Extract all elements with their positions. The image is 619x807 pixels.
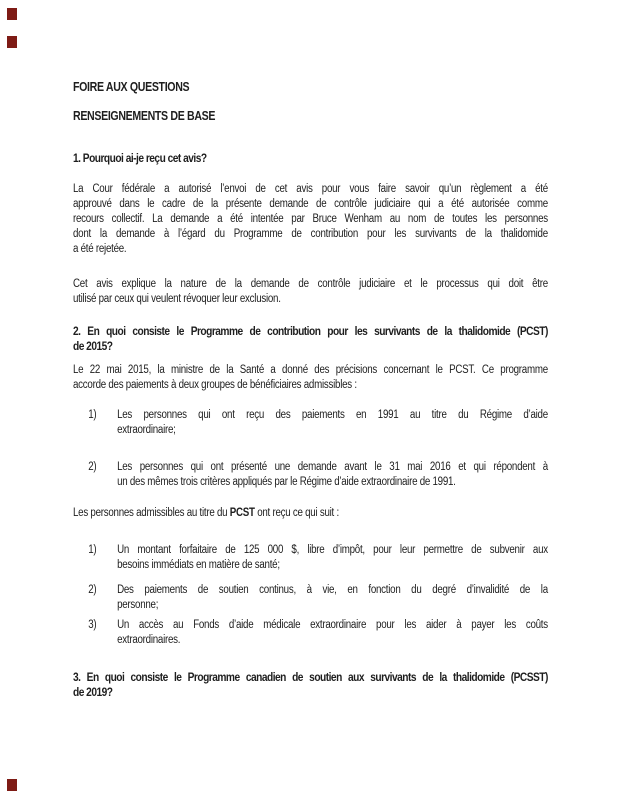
text-line: Des paiements de soutien continus, à vie, en fonction du degré d’invalidité de la bbox=[117, 584, 548, 596]
list-item-number: 2) bbox=[88, 584, 97, 596]
text-line: extraordinaires. bbox=[117, 634, 181, 646]
list-item-text bbox=[117, 583, 548, 613]
list-item-number: 1) bbox=[88, 544, 97, 556]
answer-1-paragraph-2 bbox=[73, 277, 548, 307]
question-1-heading bbox=[73, 151, 548, 166]
text-line: Les personnes qui ont présenté une demande avant le 31 mai 2016 et qui répondent à bbox=[117, 461, 548, 473]
list-item-text bbox=[117, 408, 548, 438]
list-item-number: 2) bbox=[88, 461, 97, 473]
list-item-number: 3) bbox=[88, 619, 97, 631]
scan-mark-bottom bbox=[7, 779, 17, 791]
text-line: Le 22 mai 2015, la ministre de la Santé a donné des précisions concernant le PCST. Ce programme bbox=[73, 364, 548, 376]
text-line: Cet avis explique la nature de la demande de contrôle judiciaire et le processus qui doit être bbox=[73, 278, 548, 290]
pcst-benefits-list bbox=[73, 543, 548, 648]
text-line: extraordinaire; bbox=[117, 424, 176, 436]
question-3-heading bbox=[73, 670, 548, 700]
text-line: Les personnes qui ont reçu des paiements en 1991 au titre du Régime d’aide bbox=[117, 409, 548, 421]
list-item-text bbox=[117, 543, 548, 573]
text-line: utilisé par ceux qui veulent révoquer leur exclusion. bbox=[73, 293, 281, 305]
text-line: de 2015? bbox=[73, 339, 113, 353]
scan-mark-top-2 bbox=[7, 36, 17, 48]
answer-2-paragraph-2 bbox=[73, 506, 548, 521]
document-content bbox=[73, 0, 619, 700]
scan-mark-top-1 bbox=[7, 8, 17, 20]
text-line: 1. Pourquoi ai-je reçu cet avis? bbox=[73, 151, 207, 165]
text-line: Un accès au Fonds d’aide médicale extraordinaire pour les aider à payer les coûts bbox=[117, 619, 548, 631]
answer-1-paragraph-1 bbox=[73, 182, 548, 257]
list-item bbox=[73, 618, 548, 648]
text-line: accorde des paiements à deux groupes de bénéficiaires admissibles : bbox=[73, 379, 357, 391]
beneficiary-groups-list bbox=[73, 408, 548, 490]
text-segment: Les personnes admissibles au titre du bbox=[73, 507, 230, 519]
text-line: personne; bbox=[117, 599, 159, 611]
list-item-number: 1) bbox=[88, 409, 97, 421]
list-item bbox=[73, 460, 548, 490]
text-line bbox=[73, 506, 548, 521]
text-line: besoins immédiats en matière de santé; bbox=[117, 559, 280, 571]
document-body bbox=[73, 151, 548, 700]
text-line: recours collectif. La demande a été intentée par Bruce Wenham au nom de toutes les personnes bbox=[73, 213, 548, 225]
text-line: a été rejetée. bbox=[73, 243, 127, 255]
text-line: Un montant forfaitaire de 125 000 $, libre d’impôt, pour leur permettre de subvenir aux bbox=[117, 544, 548, 556]
text-line: un des mêmes trois critères appliqués par le Régime d’aide extraordinaire de 1991. bbox=[117, 476, 456, 488]
text-line: La Cour fédérale a autorisé l’envoi de cet avis pour vous faire savoir qu’un règlement a été bbox=[73, 183, 548, 195]
text-line: 3. En quoi consiste le Programme canadien de soutien aux survivants de la thalidomide (PCSST) bbox=[73, 670, 548, 684]
list-item-text bbox=[117, 460, 548, 490]
list-item-text bbox=[117, 618, 548, 648]
text-segment: ont reçu ce qui suit : bbox=[254, 507, 339, 519]
document-title: FOIRE AUX QUESTIONS bbox=[73, 80, 190, 94]
bold-term: PCST bbox=[229, 507, 255, 519]
list-item bbox=[73, 408, 548, 438]
text-line: 2. En quoi consiste le Programme de contribution pour les survivants de la thalidomide (PCST) bbox=[73, 324, 548, 338]
list-item bbox=[73, 543, 548, 573]
text-line: dont la demande à l’égard du Programme de contribution pour les survivants de la thalidomide bbox=[73, 228, 548, 240]
question-2-heading bbox=[73, 324, 548, 354]
document-text-column bbox=[73, 0, 548, 700]
text-line: approuvé dans le cadre de la présente demande de contrôle judiciaire qui a été autorisée comme bbox=[73, 198, 548, 210]
answer-2-paragraph-1 bbox=[73, 363, 548, 393]
list-item bbox=[73, 583, 548, 613]
section-title: RENSEIGNEMENTS DE BASE bbox=[73, 109, 216, 123]
text-line: de 2019? bbox=[73, 685, 113, 699]
